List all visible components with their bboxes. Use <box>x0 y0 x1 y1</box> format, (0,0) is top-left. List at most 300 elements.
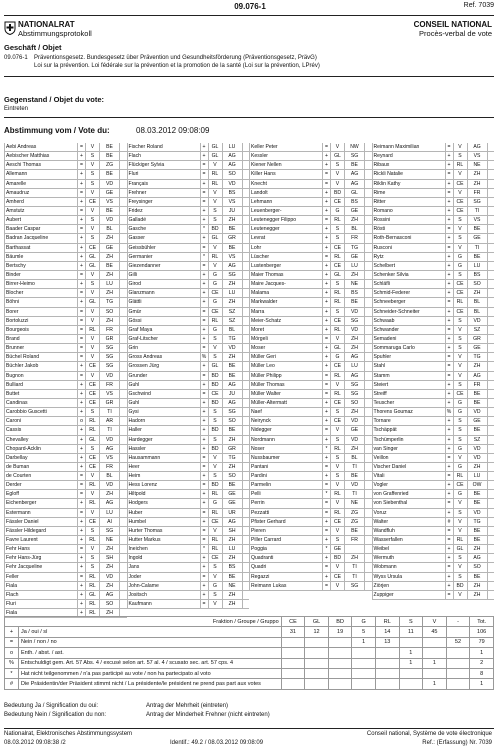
party-group: V <box>331 481 345 489</box>
business-line-2: Loi sur la prévention. Loi fédérale sur la prévention et la promotion de la santé (Loi sur la prévention, LPrév) <box>34 63 320 69</box>
party-group: BD <box>454 582 468 590</box>
vote-row <box>372 481 495 490</box>
vote-row <box>127 426 250 435</box>
vote-symbol: + <box>78 280 86 288</box>
member-name: Stamm <box>372 372 446 380</box>
top-divider <box>4 15 494 16</box>
vote-row <box>4 499 127 508</box>
party-group: GL <box>86 436 100 444</box>
party-group: GL <box>209 152 223 160</box>
party-group: BD <box>209 399 223 407</box>
party-group: G <box>331 207 345 215</box>
member-name: Favre Laurent <box>4 536 78 544</box>
summary-row <box>5 627 494 637</box>
member-name: Ziörjen <box>372 582 446 590</box>
summary-value <box>423 648 447 658</box>
summary-row <box>5 658 494 668</box>
canton: SO <box>223 472 243 480</box>
vote-row <box>249 399 372 408</box>
vote-symbol: = <box>323 499 331 507</box>
vote-row <box>372 417 495 426</box>
member-name: Candinas <box>4 399 78 407</box>
member-name: Levrat <box>249 234 323 242</box>
footer-right-title: Conseil national, Système de vote électronique <box>366 731 492 737</box>
member-name: Nussbaumer <box>249 454 323 462</box>
summary-value <box>399 679 423 689</box>
summary-symbol: * <box>5 668 19 678</box>
party-group: G <box>454 408 468 416</box>
party-group: S <box>86 216 100 224</box>
vote-symbol: % <box>446 408 454 416</box>
canton: ZH <box>345 554 365 562</box>
party-group: S <box>331 472 345 480</box>
vote-row <box>127 390 250 399</box>
member-name: Bulliard <box>4 381 78 389</box>
vote-symbol: = <box>201 308 209 316</box>
vote-row <box>249 536 372 545</box>
vote-row <box>127 253 250 262</box>
member-name: Noser <box>249 445 323 453</box>
canton: AG <box>223 161 243 169</box>
party-group: GE <box>331 545 345 553</box>
vote-symbol: = <box>446 372 454 380</box>
vote-symbol: + <box>201 563 209 571</box>
member-name: John-Calame <box>127 582 201 590</box>
party-group: V <box>209 454 223 462</box>
vote-row <box>127 554 250 563</box>
member-name: Birrer-Heimo <box>4 280 78 288</box>
party-group: CE <box>86 244 100 252</box>
member-name: Tornare <box>372 417 446 425</box>
canton: TG <box>468 518 488 526</box>
member-name: Neirynck <box>249 417 323 425</box>
member-name: Perrin <box>249 499 323 507</box>
vote-symbol: = <box>201 170 209 178</box>
member-name: Fehr Jacqueline <box>4 563 78 571</box>
vote-row <box>372 216 495 225</box>
vote-row <box>372 509 495 518</box>
canton: GE <box>345 253 365 261</box>
party-group: S <box>454 436 468 444</box>
vote-symbol: + <box>78 390 86 398</box>
vote-symbol: = <box>78 490 86 498</box>
vote-row <box>249 454 372 463</box>
party-group: V <box>454 499 468 507</box>
member-name: Lehmann <box>249 198 323 206</box>
vote-symbol: + <box>78 216 86 224</box>
vote-symbol: # <box>446 518 454 526</box>
vote-symbol: * <box>201 545 209 553</box>
summary-value: 19 <box>328 627 352 637</box>
vote-symbol: + <box>323 308 331 316</box>
vote-row <box>4 545 127 554</box>
vote-symbol: = <box>201 372 209 380</box>
member-name: Flach <box>127 152 201 160</box>
member-name: Egloff <box>4 490 78 498</box>
canton: ZH <box>468 463 488 471</box>
party-group: S <box>209 408 223 416</box>
party-group: BD <box>331 554 345 562</box>
vote-symbol: = <box>78 353 86 361</box>
vote-symbol: + <box>323 399 331 407</box>
vote-symbol: + <box>446 161 454 169</box>
party-group: CE <box>331 317 345 325</box>
vote-row <box>372 582 495 591</box>
vote-symbol: + <box>446 207 454 215</box>
vote-row <box>4 436 127 445</box>
vote-symbol: + <box>446 381 454 389</box>
member-name: Fischer Roland <box>127 143 201 151</box>
member-name: Veillon <box>372 454 446 462</box>
vote-symbol: + <box>323 161 331 169</box>
party-group: BD <box>209 381 223 389</box>
vote-symbol: + <box>323 518 331 526</box>
party-group: S <box>454 152 468 160</box>
vote-symbol: % <box>201 353 209 361</box>
vote-row <box>372 518 495 527</box>
summary-header-row <box>5 617 494 627</box>
summary-label: Hat nicht teilgenommen / n'a pas participé au vote / non ha partecipato al voto <box>18 668 281 678</box>
member-name: Schneider-Schneiter <box>372 308 446 316</box>
canton: ZH <box>100 234 120 242</box>
canton: AG <box>100 445 120 453</box>
vote-symbol: = <box>78 143 86 151</box>
vote-row <box>372 527 495 536</box>
vote-row <box>127 481 250 490</box>
vote-symbol: + <box>78 518 86 526</box>
member-name: Rickli Natalie <box>372 170 446 178</box>
vote-symbol: o <box>78 417 86 425</box>
party-group: S <box>454 509 468 517</box>
vote-row <box>127 198 250 207</box>
canton: ZH <box>100 289 120 297</box>
vote-symbol: * <box>323 445 331 453</box>
summary-group: V <box>423 617 447 627</box>
party-group: S <box>86 180 100 188</box>
party-group: CE <box>209 518 223 526</box>
vote-row <box>4 262 127 271</box>
vote-symbol: + <box>323 536 331 544</box>
party-group: V <box>454 326 468 334</box>
canton: ZH <box>468 582 488 590</box>
legend-yes-label: Bedeutung Ja / Signification du oui: <box>4 703 99 709</box>
member-name: Rösti <box>372 225 446 233</box>
vote-datetime: 08.03.2012 09:08:09 <box>136 126 210 135</box>
summary-value <box>423 668 447 678</box>
member-name: Walter <box>372 518 446 526</box>
member-name: Leutenegger <box>249 225 323 233</box>
canton: FR <box>468 189 488 197</box>
vote-row <box>249 143 372 152</box>
party-group: G <box>454 490 468 498</box>
vote-row <box>249 170 372 179</box>
canton: BE <box>223 362 243 370</box>
canton: SO <box>223 170 243 178</box>
member-name: Hiltpold <box>127 490 201 498</box>
vote-row <box>249 527 372 536</box>
vote-row <box>127 308 250 317</box>
party-group: V <box>331 335 345 343</box>
member-name: Stahl <box>372 362 446 370</box>
party-group: G <box>454 253 468 261</box>
summary-value <box>423 637 447 647</box>
party-group: RL <box>86 536 100 544</box>
vote-row <box>249 225 372 234</box>
member-name: Kessler <box>249 152 323 160</box>
vote-symbol: + <box>78 180 86 188</box>
vote-row <box>372 180 495 189</box>
member-name: Wyss Ursula <box>372 573 446 581</box>
party-group: S <box>86 234 100 242</box>
vote-symbol: + <box>323 417 331 425</box>
vote-symbol: + <box>323 298 331 306</box>
vote-symbol: + <box>201 271 209 279</box>
party-group: V <box>454 527 468 535</box>
party-group: CE <box>454 280 468 288</box>
vote-row <box>127 298 250 307</box>
canton: BE <box>468 390 488 398</box>
party-group: RL <box>86 426 100 434</box>
canton: VS <box>100 198 120 206</box>
summary-value <box>399 637 423 647</box>
vote-row <box>4 582 127 591</box>
vote-symbol: = <box>201 454 209 462</box>
member-name: van Singer <box>372 445 446 453</box>
vote-symbol: + <box>446 180 454 188</box>
party-group: RL <box>86 609 100 617</box>
vote-row <box>372 463 495 472</box>
canton: LU <box>345 262 365 270</box>
summary-symbol: o <box>5 648 19 658</box>
member-name: Müller Leo <box>249 362 323 370</box>
canton: BL <box>100 472 120 480</box>
canton: UR <box>223 509 243 517</box>
party-group: GL <box>454 545 468 553</box>
member-name: Ritter <box>372 198 446 206</box>
member-name: Malama <box>249 289 323 297</box>
vote-row <box>127 399 250 408</box>
vote-symbol: = <box>78 317 86 325</box>
vote-row <box>372 426 495 435</box>
canton: VS <box>468 216 488 224</box>
vote-row <box>127 436 250 445</box>
canton: BE <box>345 527 365 535</box>
member-name: Heim <box>127 472 201 480</box>
vote-row <box>249 344 372 353</box>
canton: BE <box>100 152 120 160</box>
vote-symbol: + <box>446 426 454 434</box>
vote-symbol: + <box>78 362 86 370</box>
member-name: Caroni <box>4 417 78 425</box>
canton: ZH <box>468 289 488 297</box>
vote-symbol: + <box>78 426 86 434</box>
member-name: Pezzatti <box>249 509 323 517</box>
vote-row <box>127 271 250 280</box>
vote-symbol: + <box>446 545 454 553</box>
canton: SG <box>345 152 365 160</box>
canton: AG <box>345 170 365 178</box>
party-group: RL <box>331 253 345 261</box>
vote-symbol: + <box>323 244 331 252</box>
vote-symbol: + <box>446 344 454 352</box>
right-title: CONSEIL NATIONAL <box>413 20 492 29</box>
canton <box>345 545 365 553</box>
vote-row <box>372 326 495 335</box>
vote-symbol: + <box>201 591 209 599</box>
vote-symbol: + <box>323 317 331 325</box>
vote-symbol: + <box>446 445 454 453</box>
vote-symbol: = <box>446 225 454 233</box>
vote-row <box>4 454 127 463</box>
vote-symbol: = <box>78 189 86 197</box>
summary-value <box>328 658 352 668</box>
vote-symbol: + <box>201 499 209 507</box>
member-name: Kaufmann <box>127 600 201 608</box>
party-group: V <box>209 262 223 270</box>
party-group: G <box>454 399 468 407</box>
member-name: von Siebenthal <box>372 499 446 507</box>
member-name: Quadri <box>249 563 323 571</box>
vote-row <box>372 472 495 481</box>
canton: BS <box>223 189 243 197</box>
vote-symbol: + <box>201 436 209 444</box>
canton: SO <box>345 399 365 407</box>
canton: ZG <box>345 518 365 526</box>
summary-body <box>5 627 494 689</box>
legend-no-label: Bedeutung Nein / Signification du non: <box>4 712 107 718</box>
summary-row <box>5 668 494 678</box>
party-group: G <box>454 463 468 471</box>
member-name: Knecht <box>249 180 323 188</box>
party-group: S <box>86 280 100 288</box>
vote-symbol: + <box>446 509 454 517</box>
vote-column-2 <box>127 143 250 618</box>
vote-symbol: + <box>201 298 209 306</box>
vote-row <box>4 216 127 225</box>
member-name: Amarelle <box>4 180 78 188</box>
vote-symbol: + <box>323 234 331 242</box>
member-name: Girod <box>127 280 201 288</box>
member-name: Humbel <box>127 518 201 526</box>
canton: NE <box>100 536 120 544</box>
party-group: G <box>454 445 468 453</box>
party-group: GL <box>86 253 100 261</box>
member-name: Teuscher <box>372 399 446 407</box>
canton: ZH <box>468 170 488 178</box>
summary-symbol: # <box>5 679 19 689</box>
canton: BL <box>345 454 365 462</box>
vote-symbol: + <box>446 335 454 343</box>
vote-symbol: + <box>78 609 86 617</box>
footer-identifier: Identif.: 49.2 / 08.03.2012 09:08:09 <box>170 740 264 746</box>
summary-header-label: Fraktion / Groupe / Gruppo <box>5 617 282 627</box>
party-group: S <box>86 408 100 416</box>
canton: VD <box>100 372 120 380</box>
vote-row <box>372 280 495 289</box>
member-name: Barthassat <box>4 244 78 252</box>
member-name: Parmelin <box>249 481 323 489</box>
canton: ZH <box>223 436 243 444</box>
canton: BS <box>223 563 243 571</box>
member-name: Bertschy <box>4 262 78 270</box>
vote-row <box>127 170 250 179</box>
canton: VD <box>468 445 488 453</box>
canton: ZH <box>345 335 365 343</box>
party-group: CE <box>331 573 345 581</box>
vote-symbol: = <box>446 591 454 599</box>
canton: BE <box>100 143 120 151</box>
vote-symbol: + <box>201 490 209 498</box>
member-name: Germanier <box>127 253 201 261</box>
canton: GE <box>100 189 120 197</box>
canton: BE <box>468 490 488 498</box>
vote-symbol: + <box>323 362 331 370</box>
summary-group: BD <box>328 617 352 627</box>
vote-column-3 <box>249 143 372 618</box>
member-name: Guhl <box>127 381 201 389</box>
canton: GR <box>100 335 120 343</box>
party-group: S <box>454 317 468 325</box>
member-name: Wermuth <box>372 554 446 562</box>
member-name: Fridez <box>127 207 201 215</box>
summary-row <box>5 679 494 689</box>
vote-symbol: + <box>446 234 454 242</box>
party-group: CE <box>86 362 100 370</box>
canton: BE <box>100 207 120 215</box>
party-group: G <box>209 499 223 507</box>
party-group: S <box>209 417 223 425</box>
canton: BL <box>223 326 243 334</box>
canton: ZH <box>468 362 488 370</box>
canton: NE <box>223 582 243 590</box>
party-group: RL <box>331 490 345 498</box>
summary-value: 1 <box>423 658 447 668</box>
party-group: G <box>209 582 223 590</box>
member-name: Sommaruga Carlo <box>372 344 446 352</box>
business-number: 09.076-1 <box>4 55 28 61</box>
vote-row <box>249 189 372 198</box>
vote-row <box>127 582 250 591</box>
vote-symbol: + <box>323 573 331 581</box>
party-group: CE <box>331 198 345 206</box>
vote-row <box>249 436 372 445</box>
vote-symbol: = <box>446 189 454 197</box>
vote-row <box>249 253 372 262</box>
vote-row <box>4 244 127 253</box>
summary-value: 31 <box>281 627 305 637</box>
canton: VD <box>345 308 365 316</box>
vote-row <box>4 298 127 307</box>
vote-symbol: + <box>78 499 86 507</box>
vote-symbol: = <box>201 573 209 581</box>
canton: BE <box>468 426 488 434</box>
canton: AG <box>345 372 365 380</box>
canton: SG <box>100 344 120 352</box>
party-group: V <box>454 591 468 599</box>
party-group: S <box>331 225 345 233</box>
canton: FR <box>100 463 120 471</box>
vote-row <box>249 216 372 225</box>
canton: LU <box>223 289 243 297</box>
party-group: V <box>454 362 468 370</box>
business-heading: Geschäft / Objet <box>4 43 62 52</box>
party-group: CE <box>454 390 468 398</box>
party-group: RL <box>331 372 345 380</box>
vote-row <box>4 554 127 563</box>
canton: ZH <box>345 408 365 416</box>
canton: FR <box>468 381 488 389</box>
vote-symbol: = <box>446 499 454 507</box>
